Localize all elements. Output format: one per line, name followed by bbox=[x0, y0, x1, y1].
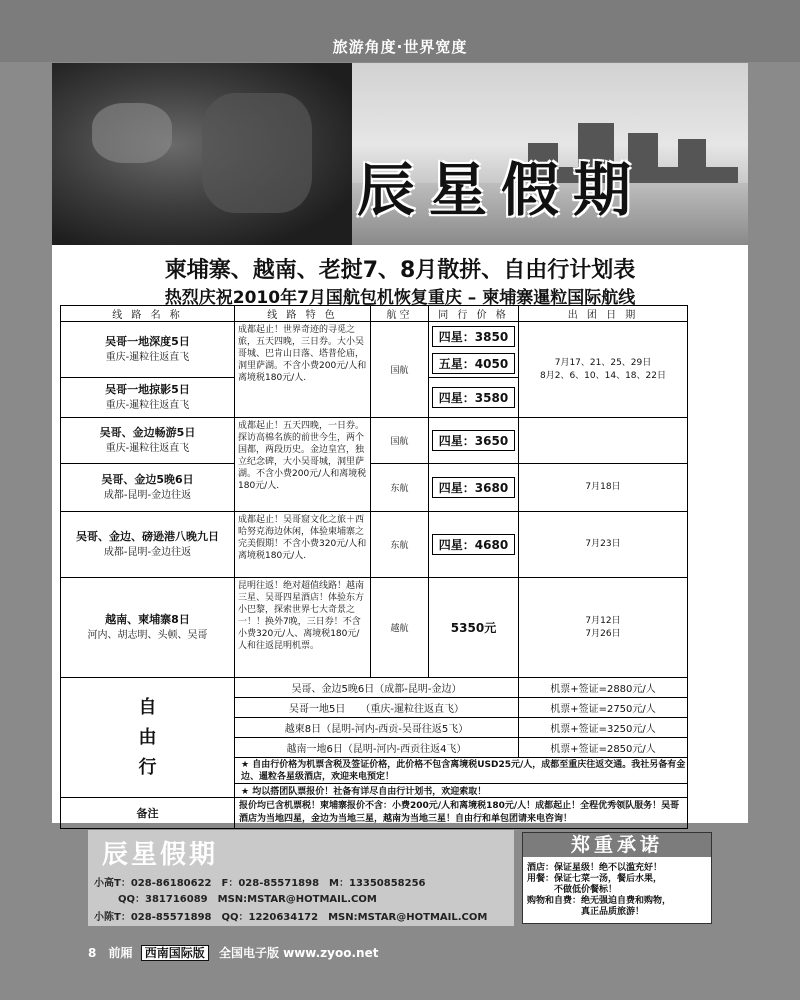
route-name: 吴哥一地掠影5日 bbox=[105, 382, 190, 396]
price-four-star: 四星：3580 bbox=[432, 387, 515, 408]
banner-image bbox=[52, 63, 748, 245]
itinerary-table bbox=[60, 305, 688, 829]
route-dates: 7月12日 7月26日 bbox=[519, 578, 688, 678]
page-title: 柬埔寨、越南、老挝7、8月散拼、自由行计划表 bbox=[164, 258, 636, 283]
col-header-price: 同 行 价 格 bbox=[429, 306, 519, 322]
route-cell bbox=[61, 322, 235, 378]
route-sub: 重庆-暹粒往返直飞 bbox=[105, 399, 190, 411]
route-feature: 昆明往返！绝对超值线路！越南三星、吴哥四星酒店！体验东方小巴黎，探索世界七大奇景之一！！换外7晚，三日券！不含小费320元/人、离境税180元/人和往返昆明机票。 bbox=[235, 578, 371, 678]
promise-line: 用餐：保证七菜一汤，餐后水果， bbox=[527, 874, 663, 884]
table-row bbox=[61, 464, 688, 512]
route-airline: 国航 bbox=[371, 322, 429, 418]
col-header-feature: 线 路 特 色 bbox=[235, 306, 371, 322]
route-sub: 重庆-暹粒往返直飞 bbox=[105, 442, 190, 454]
route-dates: 7月23日 bbox=[519, 512, 688, 578]
free-row bbox=[61, 678, 688, 698]
free-price: 机票+签证=3250元/人 bbox=[519, 718, 688, 738]
route-feature: 成都起止！五天四晚，一日券。探访高棉名族的前世今生，两个国都，两段历史。金边皇宫，独立纪念碑，大小吴哥城，洞里萨湖。不含小费200元/人和离境税180元/人. bbox=[235, 418, 371, 512]
free-route: 越南一地6日（昆明-河内-西贡往返4飞） bbox=[235, 738, 519, 758]
route-price bbox=[429, 464, 519, 512]
stone-face-image bbox=[52, 63, 352, 245]
remark-text: 报价均已含机票税！柬埔寨报价不含：小费200元/人和离境税180元/人！成都起止！全程优秀领队服务！吴哥酒店为当地四星，金边为当地三星，越南为当地三星！自由行和单包团请来电咨询！ bbox=[235, 798, 688, 829]
promise-line: 酒店：保证星级！绝不以滥充好！ bbox=[527, 863, 663, 873]
route-price bbox=[429, 418, 519, 464]
free-note: ★ 均以搭团队票报价！社备有详尽自由行计划书，欢迎索取！ bbox=[235, 784, 688, 798]
page-subtitle: 热烈庆祝2010年7月国航包机恢复重庆 – 柬埔寨暹粒国际航线 bbox=[164, 288, 636, 308]
route-cell bbox=[61, 512, 235, 578]
col-header-airline: 航空 bbox=[371, 306, 429, 322]
contact-line: QQ：381716089 MSN:MSTAR@HOTMAIL.COM bbox=[118, 894, 377, 905]
promise-line: 购物和自费：绝无强迫自费和购物， bbox=[527, 896, 672, 906]
route-sub: 重庆-暹粒往返直飞 bbox=[105, 351, 190, 363]
route-dates bbox=[519, 418, 688, 464]
header-slogan: 旅游角度·世界宽度 bbox=[332, 38, 468, 56]
price-five-star: 五星：4050 bbox=[432, 353, 515, 374]
promise-title: 郑重承诺 bbox=[523, 833, 711, 857]
table-row bbox=[61, 512, 688, 578]
page-footer bbox=[88, 944, 378, 961]
route-airline: 越航 bbox=[371, 578, 429, 678]
route-sub: 成都-昆明-金边往返 bbox=[103, 489, 192, 501]
brand-logo-text: 辰星假期 bbox=[357, 156, 646, 224]
route-name: 吴哥、金边畅游5日 bbox=[99, 425, 196, 439]
price-four-star: 四星：3650 bbox=[432, 430, 515, 451]
free-route: 吴哥、金边5晚6日（成都-昆明-金边） bbox=[235, 678, 519, 698]
remark-label: 备注 bbox=[61, 798, 235, 829]
free-price: 机票+签证=2750元/人 bbox=[519, 698, 688, 718]
route-cell bbox=[61, 418, 235, 464]
free-route: 吴哥一地5日 （重庆-暹粒往返直飞） bbox=[235, 698, 519, 718]
free-label bbox=[61, 678, 235, 798]
free-note: ★ 自由行价格为机票含税及签证价格，此价格不包含离境税USD25元/人，成都至重庆往返交通。我社另备有金边、暹粒各星级酒店，欢迎来电预定！ bbox=[235, 758, 688, 784]
price-four-star: 四星：3680 bbox=[432, 477, 515, 498]
footer-site: 全国电子版 www.zyoo.net bbox=[218, 946, 379, 960]
free-price: 机票+签证=2850元/人 bbox=[519, 738, 688, 758]
contact-line: 小高T：028-86180622 F：028-85571898 M：13350858256 bbox=[94, 878, 426, 889]
route-feature: 成都起止！吴哥窟文化之旅＋西哈努克海边休闲，体验柬埔寨之完美假期！不含小费320元/人和离境税180元/人. bbox=[235, 512, 371, 578]
price-four-star: 四星：3850 bbox=[432, 326, 515, 347]
route-airline: 东航 bbox=[371, 512, 429, 578]
free-route: 越柬8日（昆明-河内-西贡-吴哥往返5飞） bbox=[235, 718, 519, 738]
route-sub: 河内、胡志明、头顿、吴哥 bbox=[87, 629, 208, 641]
col-header-date: 出 团 日 期 bbox=[519, 306, 688, 322]
route-price bbox=[429, 512, 519, 578]
col-header-route: 线 路 名 称 bbox=[61, 306, 235, 322]
table-row bbox=[61, 322, 688, 378]
free-label-text: 自由行 bbox=[138, 696, 157, 778]
route-name: 吴哥、金边、磅逊港八晚九日 bbox=[76, 529, 219, 543]
promise-box bbox=[522, 832, 712, 924]
route-cell bbox=[61, 378, 235, 418]
remark-row bbox=[61, 798, 688, 829]
route-name: 吴哥一地深度5日 bbox=[105, 334, 190, 348]
page-number: 8 bbox=[88, 946, 97, 960]
route-feature: 成都起止！世界奇迹的寻觅之旅，五天四晚，三日券。大小吴哥城、巴肯山日落、塔普伦庙，洞里萨湖。不含小费200元/人和离境税180元/人. bbox=[235, 322, 371, 418]
free-price: 机票+签证=2880元/人 bbox=[519, 678, 688, 698]
footer-section: 前厢 bbox=[108, 946, 133, 960]
table-row bbox=[61, 418, 688, 464]
promise-line: 真正品质旅游！ bbox=[527, 907, 645, 917]
dates-group-text: 7月17、21、25、29日 8月2、6、10、14、18、22日 bbox=[540, 357, 666, 381]
footer-edition: 西南国际版 bbox=[141, 945, 209, 961]
route-dates-group bbox=[519, 322, 688, 418]
contact-brand: 辰星假期 bbox=[102, 840, 219, 870]
route-price bbox=[429, 322, 519, 378]
route-dates: 7月18日 bbox=[519, 464, 688, 512]
route-name: 越南、柬埔寨8日 bbox=[105, 612, 190, 626]
route-price: 5350元 bbox=[429, 578, 519, 678]
route-sub: 成都-昆明-金边往返 bbox=[103, 546, 192, 558]
contact-line: 小陈T：028-85571898 QQ：1220634172 MSN:MSTAR@HOTMAIL.COM bbox=[94, 912, 488, 923]
route-airline: 东航 bbox=[371, 464, 429, 512]
price-four-star: 四星：4680 bbox=[432, 534, 515, 555]
route-airline: 国航 bbox=[371, 418, 429, 464]
promise-line: 不做低价餐标！ bbox=[527, 885, 618, 895]
table-row bbox=[61, 578, 688, 678]
table-header-row bbox=[61, 306, 688, 322]
route-cell bbox=[61, 578, 235, 678]
route-cell bbox=[61, 464, 235, 512]
contact-panel bbox=[88, 830, 514, 926]
route-name: 吴哥、金边5晚6日 bbox=[101, 472, 194, 486]
route-price bbox=[429, 378, 519, 418]
